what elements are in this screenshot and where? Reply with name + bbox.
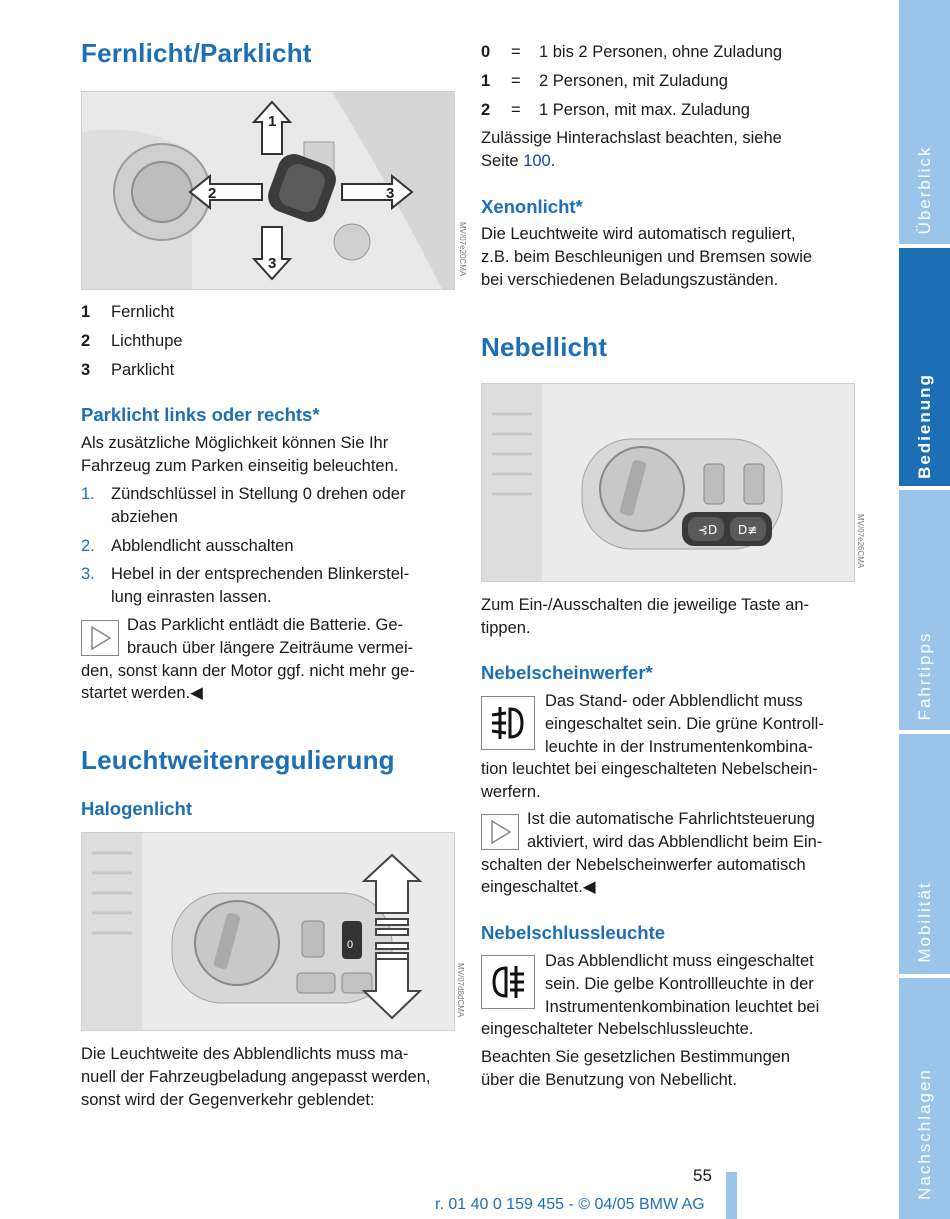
heading-front-fog: Nebelscheinwerfer* xyxy=(481,662,653,683)
steps-list: 1. Zündschlüssel in Stellung 0 drehen oder abziehen 2. Abblendlicht ausschalten 3. Hebel in der entsprechenden Blinkerstel- lung einrasten lassen. xyxy=(81,483,451,609)
dial-zero-label: 0 xyxy=(347,939,354,951)
sidebar-tab-bedienung[interactable]: Bedienung xyxy=(899,248,950,486)
paragraph-fog-toggle: Zum Ein-/Ausschalten die jeweilige Taste an- tippen. xyxy=(481,596,810,637)
sidebar-tab-nachschlagen[interactable]: Nachschlagen xyxy=(899,978,950,1219)
load-list: 0 = 1 bis 2 Personen, ohne Zuladung 1 = 2 Personen, mit Zuladung 2 = 1 Person, mit max. Zuladung Zulässige Hinterachslast beachten, siehe Seite 100. xyxy=(481,41,861,173)
fig-label-3-top: 1 xyxy=(268,113,277,130)
page-number-bar xyxy=(726,1172,737,1219)
paragraph-xenon: Die Leuchtweite wird automatisch reguliert, z.B. beim Beschleunigen und Bremsen sowie bei verschiedenen Beladungszuständen. xyxy=(481,225,813,289)
section-title-headlight-range: Leuchtweitenregulierung xyxy=(81,745,395,775)
paragraph-front-fog: Das Stand- oder Abblendlicht muss eingeschaltet sein. Die grüne Kontroll- leuchte in der Instrumentenkombina- tion leuchtet bei eingeschalteten Nebelschein- werfern. xyxy=(481,692,824,802)
paragraph-range-adjust: Die Leuchtweite des Abblendlichts muss ma- nuell der Fahrzeugbeladung angepasst werden, sonst wird der Gegenverkehr geblendet: xyxy=(81,1045,431,1109)
legend-item: 3 Parklicht xyxy=(81,360,175,379)
paragraph-parking-side: Als zusätzliche Möglichkeit können Sie Ihr Fahrzeug zum Parken einseitig beleuchten. xyxy=(81,434,399,475)
load-item: 2 = 1 Person, mit max. Zuladung xyxy=(481,100,750,119)
footer-code: r. 01 40 0 159 455 - © 04/05 BMW AG xyxy=(435,1196,705,1213)
figure-light-lever xyxy=(81,91,467,290)
fig-code: MV/07d8dCMA xyxy=(456,963,465,1018)
fig-label-1: 2 xyxy=(208,185,217,202)
svg-text:⊰D: ⊰D xyxy=(698,523,718,537)
fig-label-2: 3 xyxy=(386,185,395,202)
paragraph-rear-fog: Das Abblendlicht muss eingeschaltet sein. Die gelbe Kontrollleuchte in der Instrumentenkombination leuchtet bei eingeschalteter Nebelschlussleuchte. xyxy=(481,952,820,1039)
section-title-fog: Nebellicht xyxy=(481,332,608,362)
page-number: 55 xyxy=(693,1166,712,1185)
legend-item: 1 Fernlicht xyxy=(81,303,175,321)
svg-text:D≢: D≢ xyxy=(738,523,758,537)
load-item: 1 = 2 Personen, mit Zuladung xyxy=(481,71,728,90)
load-item: 0 = 1 bis 2 Personen, ohne Zuladung xyxy=(481,43,783,61)
legend-item: 2 Lichthupe xyxy=(81,331,183,350)
sidebar-tab-ueberblick[interactable]: Überblick xyxy=(899,0,950,244)
sidebar-tab-fahrtipps[interactable]: Fahrtipps xyxy=(899,490,950,730)
legend-list xyxy=(81,301,451,381)
heading-xenon: Xenonlicht* xyxy=(481,196,583,217)
fig-code: MV/07e26CMA xyxy=(856,514,865,569)
fig-code: MV/07e20CMA xyxy=(458,222,467,277)
heading-parking-side: Parklicht links oder rechts* xyxy=(81,404,320,425)
section-title-high-beam: Fernlicht/Parklicht xyxy=(81,38,312,68)
step-item: 3. Hebel in der entsprechenden Blinkerstel- xyxy=(81,565,410,584)
heading-halogen: Halogenlicht xyxy=(81,798,193,819)
figure-fog-switch xyxy=(481,383,865,582)
fig-label-3-bottom: 3 xyxy=(268,255,277,272)
note-auto-headlight: Ist die automatische Fahrlichtsteuerung aktiviert, wird das Abblendlicht beim Ein- schalten der Nebelscheinwerfer automatisch eingeschaltet.◀ xyxy=(481,810,823,897)
step-item: 2. Abblendlicht ausschalten xyxy=(81,536,294,555)
note-battery: Das Parklicht entlädt die Batterie. Ge- brauch über längere Zeiträume vermei- den, sonst kann der Motor ggf. nicht mehr ge- startet werden.◀ xyxy=(81,616,415,703)
figure-range-dial xyxy=(81,832,465,1031)
step-item: 1. Zündschlüssel in Stellung 0 drehen oder xyxy=(81,485,406,503)
heading-rear-fog: Nebelschlussleuchte xyxy=(481,922,666,943)
page-link-100[interactable]: 100 xyxy=(523,152,551,171)
sidebar-tab-mobilitaet[interactable]: Mobilität xyxy=(899,734,950,974)
paragraph-law-note: Beachten Sie gesetzlichen Bestimmungen über die Benutzung von Nebellicht. xyxy=(481,1048,791,1089)
